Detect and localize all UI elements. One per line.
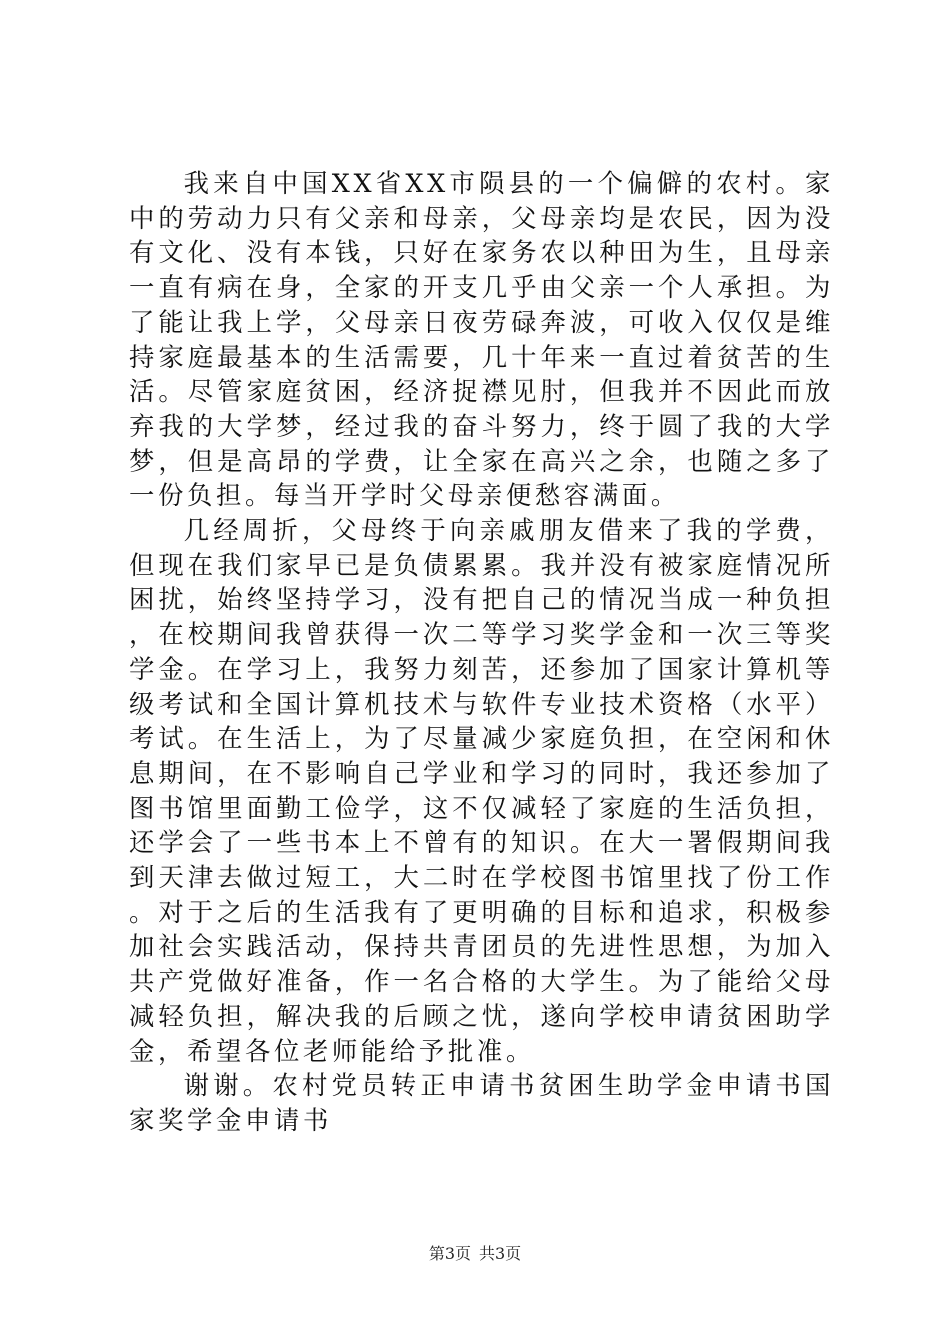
paragraph-closing: 谢谢。农村党员转正申请书贫困生助学金申请书国家奖学金申请书 — [129, 1070, 834, 1135]
document-body — [129, 166, 834, 1138]
paragraph-study-and-work: 几经周折，父母终于向亲戚朋友借来了我的学费，但现在我们家早已是负债累累。我并没有被家庭情况所困扰，始终坚持学习，没有把自己的情况当成一种负担，在校期间我曾获得一次二等学习奖学金和一次三等奖学金。在学习上，我努力刻苦，还参加了国家计算机等级考试和全国计算机技术与软件专业技术资格（水平）考试。在生活上，为了尽量减少家庭负担，在空闲和休息期间，在不影响自己学业和学习的同时，我还参加了图书馆里面勤工俭学，这不仅减轻了家庭的生活负担，还学会了一些书本上不曾有的知识。在大一署假期间我到天津去做过短工，大二时在学校图书馆里找了份工作。对于之后的生活我有了更明确的目标和追求，积极参加社会实践活动，保持共青团员的先进性思想，为加入共产党做好准备，作一名合格的大学生。为了能给父母减轻负担，解决我的后顾之忧，遂向学校申请贫困助学金，希望各位老师能给予批准。 — [129, 515, 834, 1066]
paragraph-family-background: 我来自中国XX省XX市陨县的一个偏僻的农村。家中的劳动力只有父亲和母亲，父母亲均是农民，因为没有文化、没有本钱，只好在家务农以种田为生，且母亲一直有病在身，全家的开支几乎由父亲一个人承担。为了能让我上学，父母亲日夜劳碌奔波，可收入仅仅是维持家庭最基本的生活需要，几十年来一直过着贫苦的生活。尽管家庭贫困，经济捉襟见肘，但我并不因此而放弃我的大学梦，经过我的奋斗努力，终于圆了我的大学梦，但是高昂的学费，让全家在高兴之余，也随之多了一份负担。每当开学时父母亲便愁容满面。 — [129, 168, 834, 511]
page-footer — [0, 1244, 950, 1264]
page-total: 共3页 — [479, 1244, 522, 1263]
page-number: 第3页 — [428, 1244, 471, 1263]
